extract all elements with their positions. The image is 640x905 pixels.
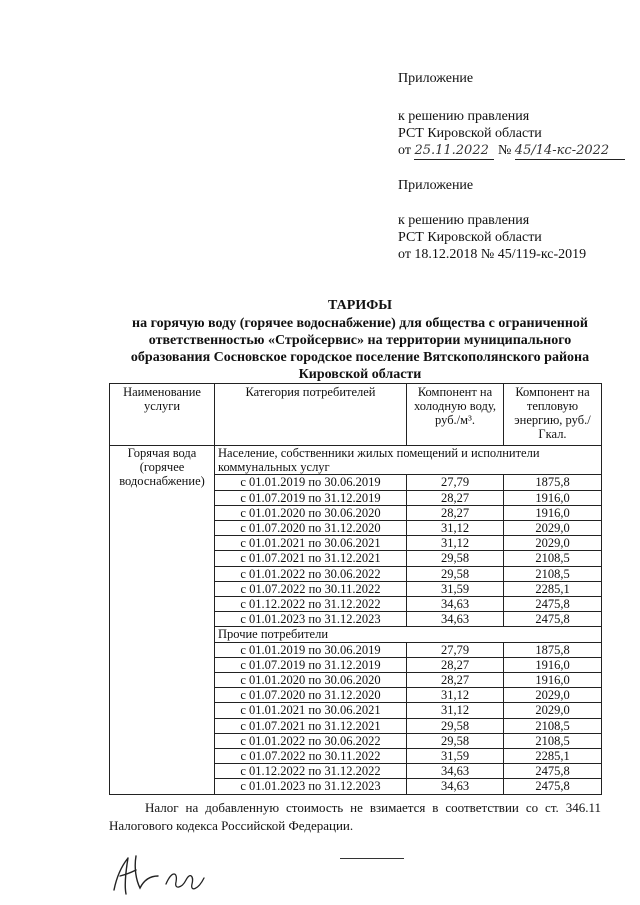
table-header-row (110, 384, 602, 446)
document-title-line3: образования Сосновское городское поселение Вятскополянского района (130, 350, 590, 365)
period-cell: с 01.07.2022 по 30.11.2022 (215, 581, 407, 596)
period-cell: с 01.01.2022 по 30.06.2022 (215, 566, 407, 581)
period-cell: с 01.12.2022 по 31.12.2022 (215, 597, 407, 612)
cold-water-cell: 28,27 (407, 505, 504, 520)
cold-water-cell: 34,63 (407, 612, 504, 627)
cold-water-cell: 28,27 (407, 490, 504, 505)
cold-water-cell: 29,58 (407, 566, 504, 581)
header-service: Наименование услуги (110, 384, 215, 446)
heat-cell: 1875,8 (504, 475, 602, 490)
heat-cell: 2108,5 (504, 551, 602, 566)
cold-water-cell: 29,58 (407, 551, 504, 566)
period-cell: с 01.01.2020 по 30.06.2020 (215, 673, 407, 688)
heat-cell: 2475,8 (504, 597, 602, 612)
cold-water-cell: 27,79 (407, 475, 504, 490)
consumer-group-label: Прочие потребители (215, 627, 602, 642)
from-prefix: от (398, 143, 411, 158)
cold-water-cell: 34,63 (407, 597, 504, 612)
appendix-old-line2: РСТ Кировской области (398, 230, 542, 245)
service-name: Горячая вода (горячее водоснабжение) (110, 446, 215, 795)
period-cell: с 01.07.2019 по 31.12.2019 (215, 657, 407, 672)
period-cell: с 01.07.2021 по 31.12.2021 (215, 551, 407, 566)
heat-cell: 2285,1 (504, 581, 602, 596)
header-category: Категория потребителей (215, 384, 407, 446)
heat-cell: 2029,0 (504, 536, 602, 551)
handwritten-date: 25.11.2022 (414, 143, 494, 160)
document-title-line1: на горячую воду (горячее водоснабжение) для общества с ограниченной (132, 316, 588, 331)
header-cold-water: Компонент на холодную воду, руб./м³. (407, 384, 504, 446)
period-cell: с 01.01.2019 по 30.06.2019 (215, 475, 407, 490)
consumer-group-label: Население, собственники жилых помещений и исполнители коммунальных услуг (215, 446, 602, 475)
cold-water-cell: 28,27 (407, 657, 504, 672)
heat-cell: 2029,0 (504, 703, 602, 718)
cold-water-cell: 31,12 (407, 688, 504, 703)
period-cell: с 01.07.2020 по 31.12.2020 (215, 521, 407, 536)
signature-dash-line (340, 858, 404, 859)
appendix-old-line3: от 18.12.2018 № 45/119-кс-2019 (398, 247, 587, 262)
document-heading: ТАРИФЫ (328, 298, 392, 313)
period-cell: с 01.07.2020 по 31.12.2020 (215, 688, 407, 703)
heat-cell: 2108,5 (504, 566, 602, 581)
period-cell: с 01.07.2022 по 30.11.2022 (215, 749, 407, 764)
period-cell: с 01.07.2021 по 31.12.2021 (215, 718, 407, 733)
cold-water-cell: 29,58 (407, 733, 504, 748)
period-cell: с 01.01.2021 по 30.06.2021 (215, 536, 407, 551)
heat-cell: 2475,8 (504, 779, 602, 794)
heat-cell: 1916,0 (504, 505, 602, 520)
period-cell: с 01.01.2023 по 31.12.2023 (215, 779, 407, 794)
vat-note: Налог на добавленную стоимость не взимается в соответствии со ст. 346.11 Налогового кодекса Российской Федерации. (109, 800, 601, 833)
appendix-new-label: Приложение (398, 71, 474, 86)
group-row (110, 446, 602, 475)
appendix-new-line2: РСТ Кировской области (398, 126, 542, 141)
heat-cell: 1916,0 (504, 657, 602, 672)
heat-cell: 1916,0 (504, 673, 602, 688)
document-title-line4: Кировской области (298, 367, 422, 382)
tariff-table (109, 383, 602, 795)
document-title-line2: ответственностью «Стройсервис» на территории муниципального (148, 333, 572, 348)
appendix-old-label: Приложение (398, 178, 474, 193)
cold-water-cell: 34,63 (407, 764, 504, 779)
period-cell: с 01.01.2023 по 31.12.2023 (215, 612, 407, 627)
appendix-new-line3 (398, 142, 625, 160)
cold-water-cell: 28,27 (407, 673, 504, 688)
period-cell: с 01.01.2021 по 30.06.2021 (215, 703, 407, 718)
period-cell: с 01.01.2019 по 30.06.2019 (215, 642, 407, 657)
cold-water-cell: 31,12 (407, 521, 504, 536)
cold-water-cell: 31,12 (407, 703, 504, 718)
heat-cell: 1875,8 (504, 642, 602, 657)
cold-water-cell: 34,63 (407, 779, 504, 794)
heat-cell: 1916,0 (504, 490, 602, 505)
handwritten-signature-icon (106, 850, 216, 898)
cold-water-cell: 31,12 (407, 536, 504, 551)
header-heat: Компонент на тепловую энергию, руб./Гкал. (504, 384, 602, 446)
appendix-new-line1: к решению правления (398, 109, 530, 124)
appendix-old-line1: к решению правления (398, 213, 530, 228)
heat-cell: 2285,1 (504, 749, 602, 764)
heat-cell: 2475,8 (504, 612, 602, 627)
period-cell: с 01.01.2020 по 30.06.2020 (215, 505, 407, 520)
number-prefix: № (497, 143, 512, 158)
period-cell: с 01.01.2022 по 30.06.2022 (215, 733, 407, 748)
cold-water-cell: 27,79 (407, 642, 504, 657)
period-cell: с 01.07.2019 по 31.12.2019 (215, 490, 407, 505)
cold-water-cell: 31,59 (407, 581, 504, 596)
handwritten-number: 45/14-кс-2022 (515, 143, 625, 160)
heat-cell: 2108,5 (504, 733, 602, 748)
heat-cell: 2475,8 (504, 764, 602, 779)
cold-water-cell: 31,59 (407, 749, 504, 764)
heat-cell: 2029,0 (504, 688, 602, 703)
heat-cell: 2029,0 (504, 521, 602, 536)
cold-water-cell: 29,58 (407, 718, 504, 733)
period-cell: с 01.12.2022 по 31.12.2022 (215, 764, 407, 779)
heat-cell: 2108,5 (504, 718, 602, 733)
